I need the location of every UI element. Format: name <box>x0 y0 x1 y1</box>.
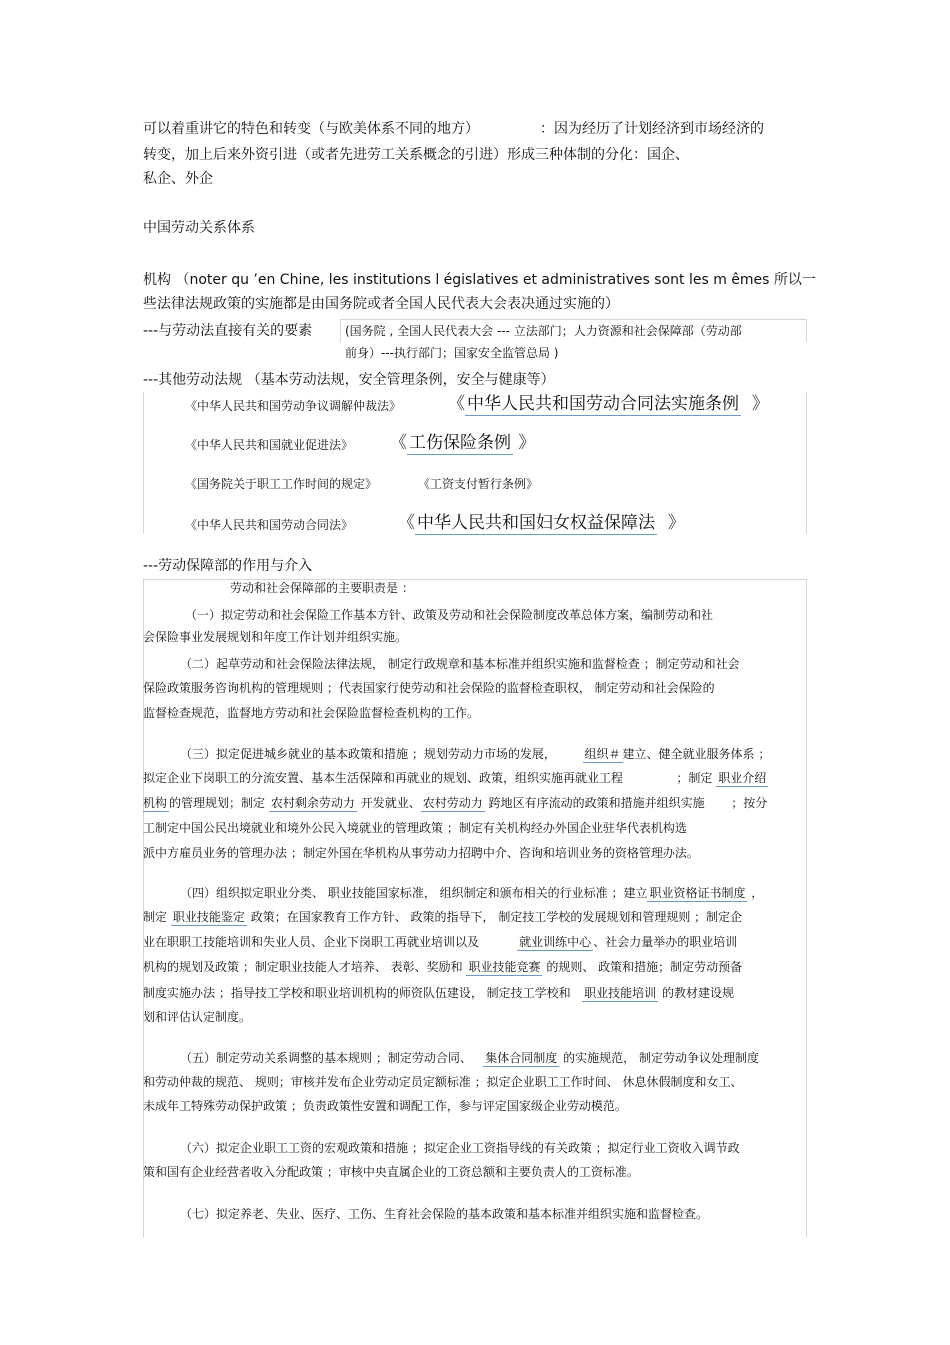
duties-title: 劳动和社会保障部的主要职责是 ： <box>230 581 414 595</box>
duty-2-line-1: （二）起草劳动和社会保险法律法规， 制定行政规章和基本标准并组织实施和监督检查 ；制定劳动和社会 <box>180 657 740 671</box>
duty-2-line-3: 监督检查规范，监督地方劳动和社会保险监督检查机构的工作。 <box>143 706 480 720</box>
duty-3-line-4: 工制定中国公民出境就业和境外公民入境就业的管理政策 ；制定有关机构经办外国企业驻华代表机构选 <box>143 821 687 835</box>
intro-line-1-a: 可以着重讲它的特色和转变（与欧美体系不同的地方） <box>143 121 479 137</box>
link-job-agency[interactable]: 职业介绍 <box>718 771 767 785</box>
duty-5-line-3: 未成年工特殊劳动保护政策 ；负责政策性安置和调配工作，参与评定国家级企业劳动模范。 <box>143 1099 627 1113</box>
duty-4-line-1: （四）组织拟定职业分类、 职业技能国家标准， 组织制定和颁布相关的行业标准 ；建立 职业资格证书制度 ， <box>180 886 764 900</box>
law-work-injury-insurance: 《 工伤保险条例 》 <box>390 433 536 453</box>
laws-box-right-border <box>806 392 807 534</box>
link-qualification-certificate[interactable]: 职业资格证书制度 <box>649 886 746 900</box>
duty-6-line-2: 策和国有企业经营者收入分配政策 ；审核中央直属企业的工资总额和主要负责人的工资标准。 <box>143 1165 639 1179</box>
law-labor-contract-implementation-link[interactable]: 中华人民共和国劳动合同法实施条例 <box>467 394 739 414</box>
intro-line-2: 转变，加上后来外资引进（或者先进劳工关系概念的引进）形成三种体制的分化：国企、 <box>143 147 689 163</box>
section-heading: 中国劳动关系体系 <box>143 220 255 236</box>
law-labor-contract: 《中华人民共和国劳动合同法》 <box>185 518 354 532</box>
intro-line-1-b: ：因为经历了计划经济到市场经济的 <box>540 121 764 137</box>
duties-box-right-border <box>806 579 807 1237</box>
link-training-center[interactable]: 就业训练中心 <box>519 935 592 949</box>
law-wage-payment: 《工资支付暂行条例》 <box>418 477 539 491</box>
duty-3-line-1: （三）拟定促进城乡就业的基本政策和措施 ；规划劳动力市场的发展， 组织＃ 建立、健全就业服务体系 ； <box>180 747 771 761</box>
ministry-label: ---劳动保障部的作用与介入 <box>143 558 313 574</box>
duty-5-line-2: 和劳动仲裁的规范、 规则；审核并发布企业劳动定员定额标准 ；拟定企业职工工作时间、 休息休假制度和女工、 <box>143 1075 743 1089</box>
link-skill-training[interactable]: 职业技能培训 <box>584 986 657 1000</box>
duty-3-line-2: 拟定企业下岗职工的分流安置、基本生活保障和再就业的规划、政策，组织实施再就业工程 ；制定 职业介绍 <box>143 771 767 785</box>
duty-3-line-5: 派中方雇员业务的管理办法 ；制定外国在华机构从事劳动力招聘中介、咨询和培训业务的资格管理办法。 <box>143 846 699 860</box>
other-laws-label: ---其他劳动法规 （基本劳动法规，安全管理条例，安全与健康等） <box>143 372 555 388</box>
institutions-line-2: 些法律法规政策的实施都是由国务院或者全国人民代表大会表决通过实施的） <box>143 296 619 312</box>
direct-elements-line-2: 前身）---执行部门；国家安全监管总局 ) <box>345 346 559 360</box>
law-working-hours: 《国务院关于职工工作时间的规定》 <box>185 477 378 491</box>
duty-3-line-3: 机构 的管理规划；制定 农村剩余劳动力 开发就业、 农村劳动力 跨地区有序流动的政策和措施并组织实施 ；按分 <box>143 796 768 810</box>
link-rural-labor[interactable]: 农村劳动力 <box>422 796 483 810</box>
direct-elements-line-1: (国务院 , 全国人民代表大会 --- 立法部门；人力资源和社会保障部（劳动部 <box>345 324 742 338</box>
duties-box-left-border <box>143 579 144 1237</box>
law-women-rights: 《 中华人民共和国妇女权益保障法 》 <box>398 513 685 533</box>
duty-4-line-5: 制度实施办法 ；指导技工学校和职业培训机构的师资队伍建设， 制定技工学校和 职业技能培训 的教材建设规 <box>143 986 734 1000</box>
link-collective-contract[interactable]: 集体合同制度 <box>485 1051 558 1065</box>
intro-line-1 <box>143 120 479 138</box>
duty-5-line-1: （五）制定劳动关系调整的基本规则 ；制定劳动合同、 集体合同制度 的实施规范， 制定劳动争议处理制度 <box>180 1051 759 1065</box>
duty-6-line-1: （六）拟定企业职工工资的宏观政策和措施 ；拟定企业工资指导线的有关政策 ；拟定行业工资收入调节政 <box>180 1141 740 1155</box>
law-labor-contract-implementation: 《 中华人民共和国劳动合同法实施条例 》 <box>448 394 769 414</box>
direct-elements-label: ---与劳动法直接有关的要素 <box>143 323 313 339</box>
link-job-agency-cont[interactable]: 机构 <box>143 796 168 810</box>
law-employment-promotion: 《中华人民共和国就业促进法》 <box>185 438 354 452</box>
duty-4-line-3: 业在职职工技能培训和失业人员、企业下岗职工再就业培训以及 就业训练中心 、社会力量举办的职业培训 <box>143 935 738 949</box>
institutions-line-1: 机构 （noter qu ’en Chine, les institutions l égislatives et administratives sont les m êmes 所以一 <box>143 272 816 288</box>
laws-box-left-border <box>143 392 144 534</box>
duty-7-line-1: （七）拟定养老、失业、医疗、工伤、生育社会保险的基本政策和基本标准并组织实施和监督检查。 <box>180 1207 709 1221</box>
duty-4-line-6: 划和评估认定制度。 <box>143 1010 252 1024</box>
duty-1-line-2: 会保险事业发展规划和年度工作计划并组织实施。 <box>143 630 408 644</box>
duty-4-line-2: 制定 职业技能鉴定 政策；在国家教育工作方针、 政策的指导下， 制定技工学校的发展规划和管理规则 ；制定企 <box>143 910 743 924</box>
law-labor-dispute-mediation: 《中华人民共和国劳动争议调解仲裁法》 <box>185 399 402 413</box>
link-skill-competition[interactable]: 职业技能竞赛 <box>468 960 541 974</box>
duty-2-line-2: 保险政策服务咨询机构的管理规则 ；代表国家行使劳动和社会保险的监督检查职权， 制定劳动和社会保险的 <box>143 681 715 695</box>
duty-1-line-1: （一）拟定劳动和社会保险工作基本方针、政策及劳动和社会保险制度改革总体方案，编制劳动和社 <box>185 608 714 622</box>
duty-4-line-4: 机构的规划及政策 ；制定职业技能人才培养、 表彰、奖励和 职业技能竞赛 的规则、 政策和措施；制定劳动预备 <box>143 960 743 974</box>
law-work-injury-insurance-link[interactable]: 工伤保险条例 <box>409 433 511 453</box>
law-women-rights-link[interactable]: 中华人民共和国妇女权益保障法 <box>417 513 655 533</box>
link-organize[interactable]: 组织＃ <box>584 747 621 761</box>
intro-line-3: 私企、外企 <box>143 171 213 187</box>
link-skill-appraisal[interactable]: 职业技能鉴定 <box>172 910 245 924</box>
link-rural-surplus-labor[interactable]: 农村剩余劳动力 <box>270 796 355 810</box>
